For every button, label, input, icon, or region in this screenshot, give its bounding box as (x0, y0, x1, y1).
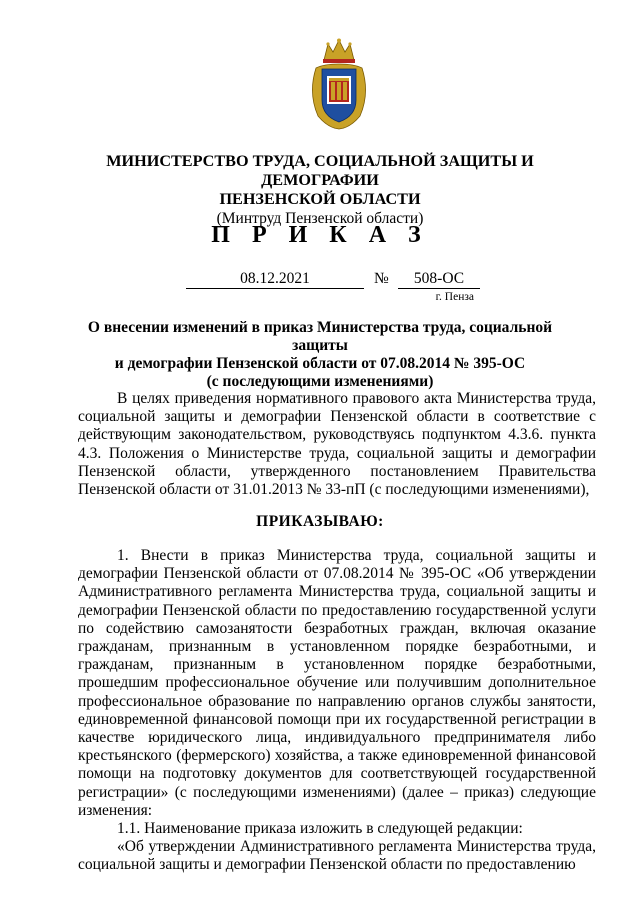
document-type-title: П Р И К А З (211, 222, 429, 248)
coat-of-arms-icon (302, 38, 376, 130)
subject-line3: (с последующими изменениями) (206, 373, 434, 390)
number-sign: № (374, 270, 389, 287)
item-1-1-text-paragraph: «Об утверждении Административного регламента Министерства труда, социальной защиты и демографии Пензенской области по предоставлению (78, 838, 596, 874)
document-city: г. Пенза (435, 291, 474, 303)
item-1-1-paragraph: 1.1. Наименование приказа изложить в следующей редакции: (117, 820, 523, 838)
order-word: ПРИКАЗЫВАЮ: (256, 513, 384, 530)
ministry-short-name: (Минтруд Пензенской области) (216, 210, 424, 227)
subject-line2: и демографии Пензенской области от 07.08.2014 № 395-ОС (114, 355, 526, 372)
ministry-name-line2: ПЕНЗЕНСКОЙ ОБЛАСТИ (219, 190, 421, 208)
item-1-paragraph: 1. Внести в приказ Министерства труда, социальной защиты и демографии Пензенской области от 07.08.2014 № 395-ОС «Об утверждении Административного регламента Министерства труда, социальной защиты и демографии Пензенской области по предоставлению государственной услуги по содействию самозанятости безработных граждан, включая оказание гражданам, признанным в установленном порядке безработными, и гражданам, признанным в установленном порядке безработными, прошедшим профессиональное обучение или получившим дополнительное профессиональное образование по направлению органов службы занятости, единовременной финансовой помощи при их государственной регистрации в качестве юридического лица, индивидуального предпринимателя либо крестьянского (фермерского) хозяйства, а также единовременной финансовой помощи на подготовку документов для соответствующей государственной регистрации» (с последующими изменениями) (далее – приказ) следующие изменения: (78, 547, 596, 819)
preamble-paragraph: В целях приведения нормативного правового акта Министерства труда, социальной защиты и демографии Пензенской области в соответствие с действующим законодательством, руководствуясь подпунктом 4.3.6. пункта 4.3. Положения о Министерстве труда, социальной защиты и демографии Пензенской области, утвержденного постановлением Правительства Пензенской области от 31.01.2013 № 33-пП (с последующими изменениями), (78, 390, 596, 499)
document-date: 08.12.2021 (186, 269, 364, 289)
ministry-header (60, 152, 580, 228)
document-number: 508-ОС (398, 269, 480, 289)
document-subject (60, 319, 580, 391)
subject-line1: О внесении изменений в приказ Министерства труда, социальной защиты (87, 319, 553, 354)
preamble-section (78, 390, 596, 499)
order-items (78, 547, 596, 875)
ministry-name-line1: МИНИСТЕРСТВО ТРУДА, СОЦИАЛЬНОЙ ЗАЩИТЫ И ДЕМОГРАФИИ (106, 152, 534, 189)
